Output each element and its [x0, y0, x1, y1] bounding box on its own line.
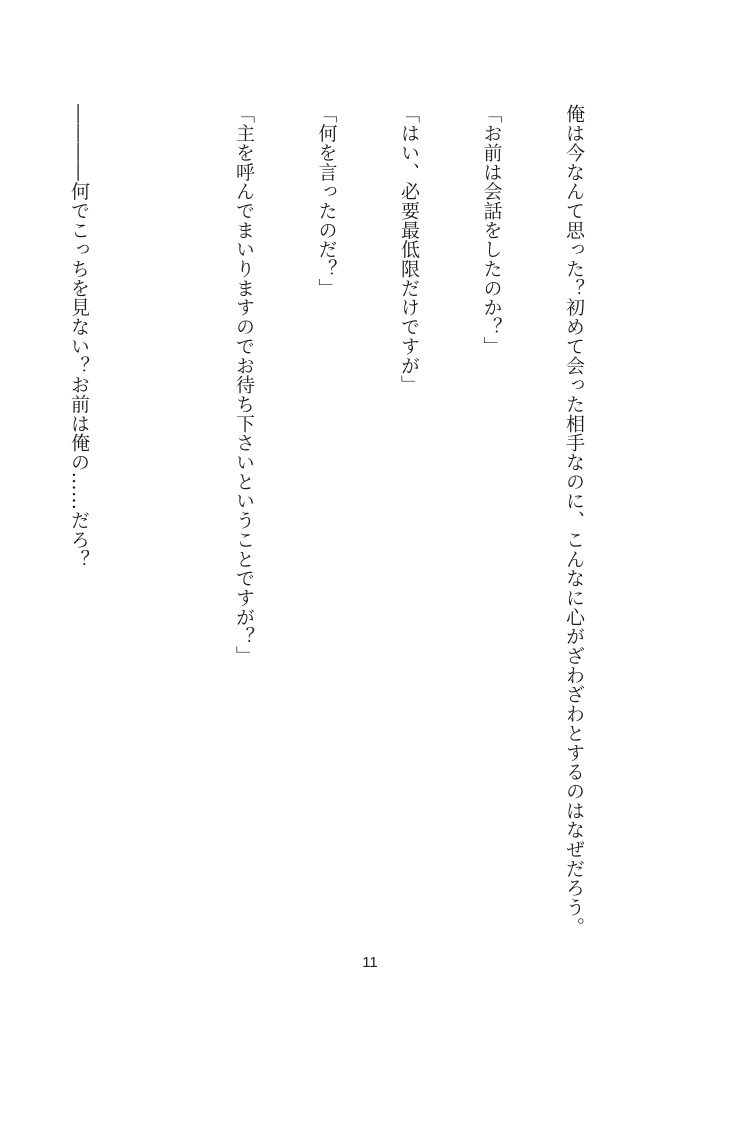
vertical-text-body: [68, 104, 642, 944]
text-line: 俺は今なんて思った？初めて会った相手なのに、こんなに心がざわざわとするのはなぜだろう。: [563, 104, 585, 937]
text-line: 「はい、必要最低限だけですが」: [398, 104, 420, 395]
text-line: 「お前は会話をしたのか？」: [480, 104, 503, 356]
text-line: 「何を言ったのだ？」: [315, 104, 338, 298]
text-line: 「主を呼んでまいりますのでお待ち下さいということですが？」: [233, 104, 255, 666]
text-line: ――――何でこっちを見ない？お前は俺の……だろ？: [68, 104, 90, 569]
blank-line: [147, 104, 175, 944]
blank-line: [0, 104, 10, 944]
page-number: 11: [362, 954, 378, 971]
